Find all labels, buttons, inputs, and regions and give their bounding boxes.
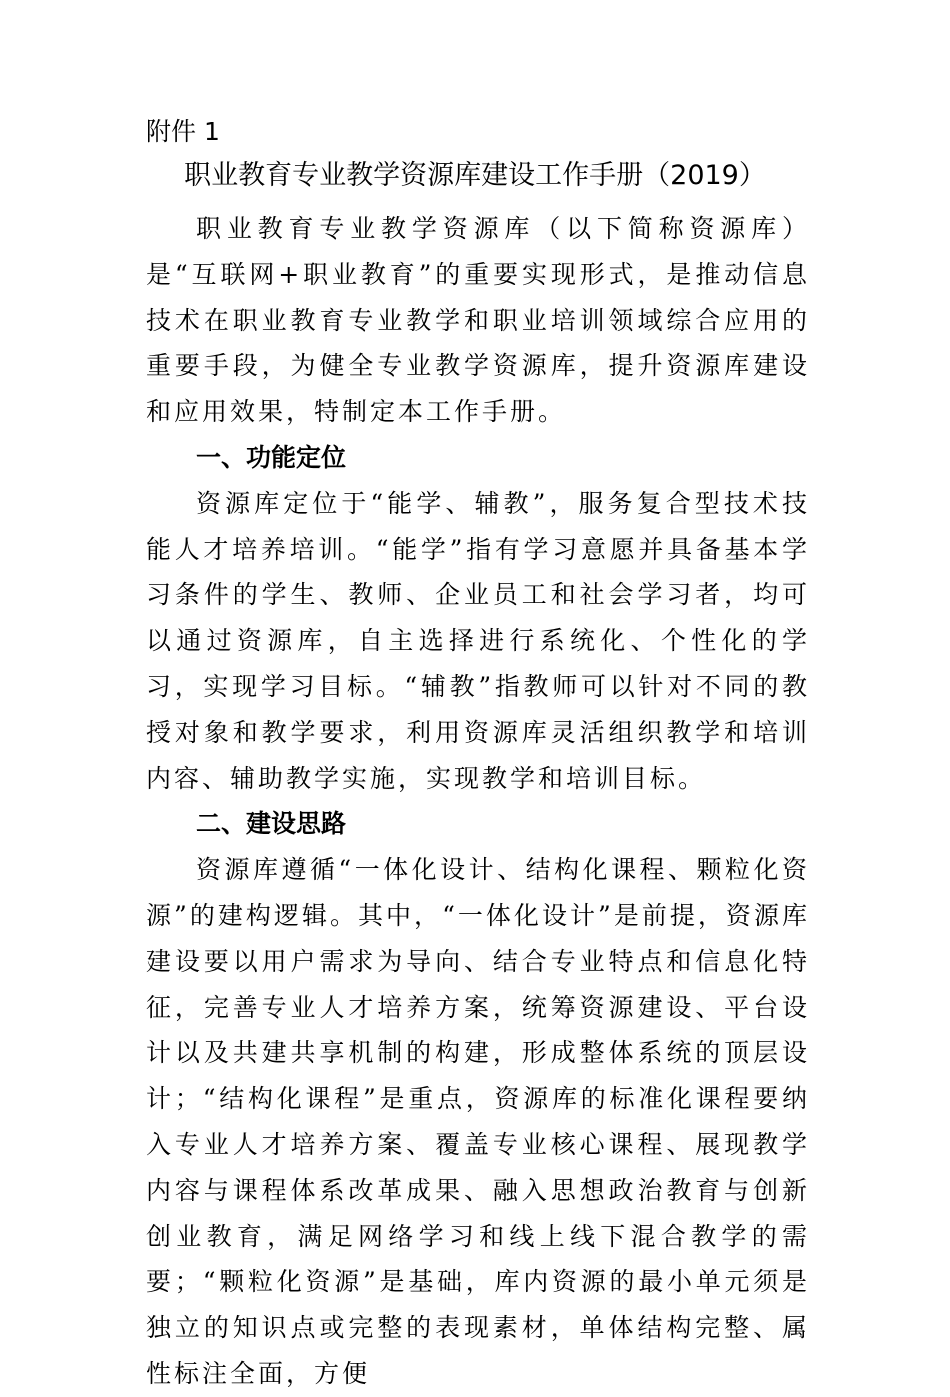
document-body — [146, 206, 810, 1397]
intro-paragraph: 职业教育专业教学资源库（以下简称资源库）是“互联网+职业教育”的重要实现形式，是推动信息技术在职业教育专业教学和职业培训领域综合应用的重要手段，为健全专业教学资源库，提升资源库建设和应用效果，特制定本工作手册。 — [146, 214, 810, 427]
approach-paragraph: 资源库遵循“一体化设计、结构化课程、颗粒化资源”的建构逻辑。其中，“一体化设计”是前提，资源库建设要以用户需求为导向、结合专业特点和信息化特征，完善专业人才培养方案，统筹资源建设、平台设计以及共建共享机制的构建，形成整体系统的顶层设计；“结构化课程”是重点，资源库的标准化课程要纳入专业人才培养方案、覆盖专业核心课程、展现教学内容与课程体系改革成果、融入思想政治教育与创新创业教育，满足网络学习和线上线下混合教学的需要；“颗粒化资源”是基础，库内资源的最小单元须是独立的知识点或完整的表现素材，单体结构完整、属性标注全面，方便 — [146, 855, 810, 1388]
section-heading-function: 一、功能定位 — [196, 442, 347, 472]
function-paragraph: 资源库定位于“能学、辅教”，服务复合型技术技能人才培养培训。“能学”指有学习意愿并具备基本学习条件的学生、教师、企业员工和社会学习者，均可以通过资源库，自主选择进行系统化、个性化的学习，实现学习目标。“辅教”指教师可以针对不同的教授对象和教学要求，利用资源库灵活组织教学和培训内容、辅助教学实施，实现教学和培训目标。 — [146, 488, 810, 793]
attachment-label: 附件 1 — [146, 117, 220, 146]
document-title: 职业教育专业教学资源库建设工作手册（2019） — [184, 160, 766, 191]
section-heading-approach: 二、建设思路 — [196, 809, 347, 839]
